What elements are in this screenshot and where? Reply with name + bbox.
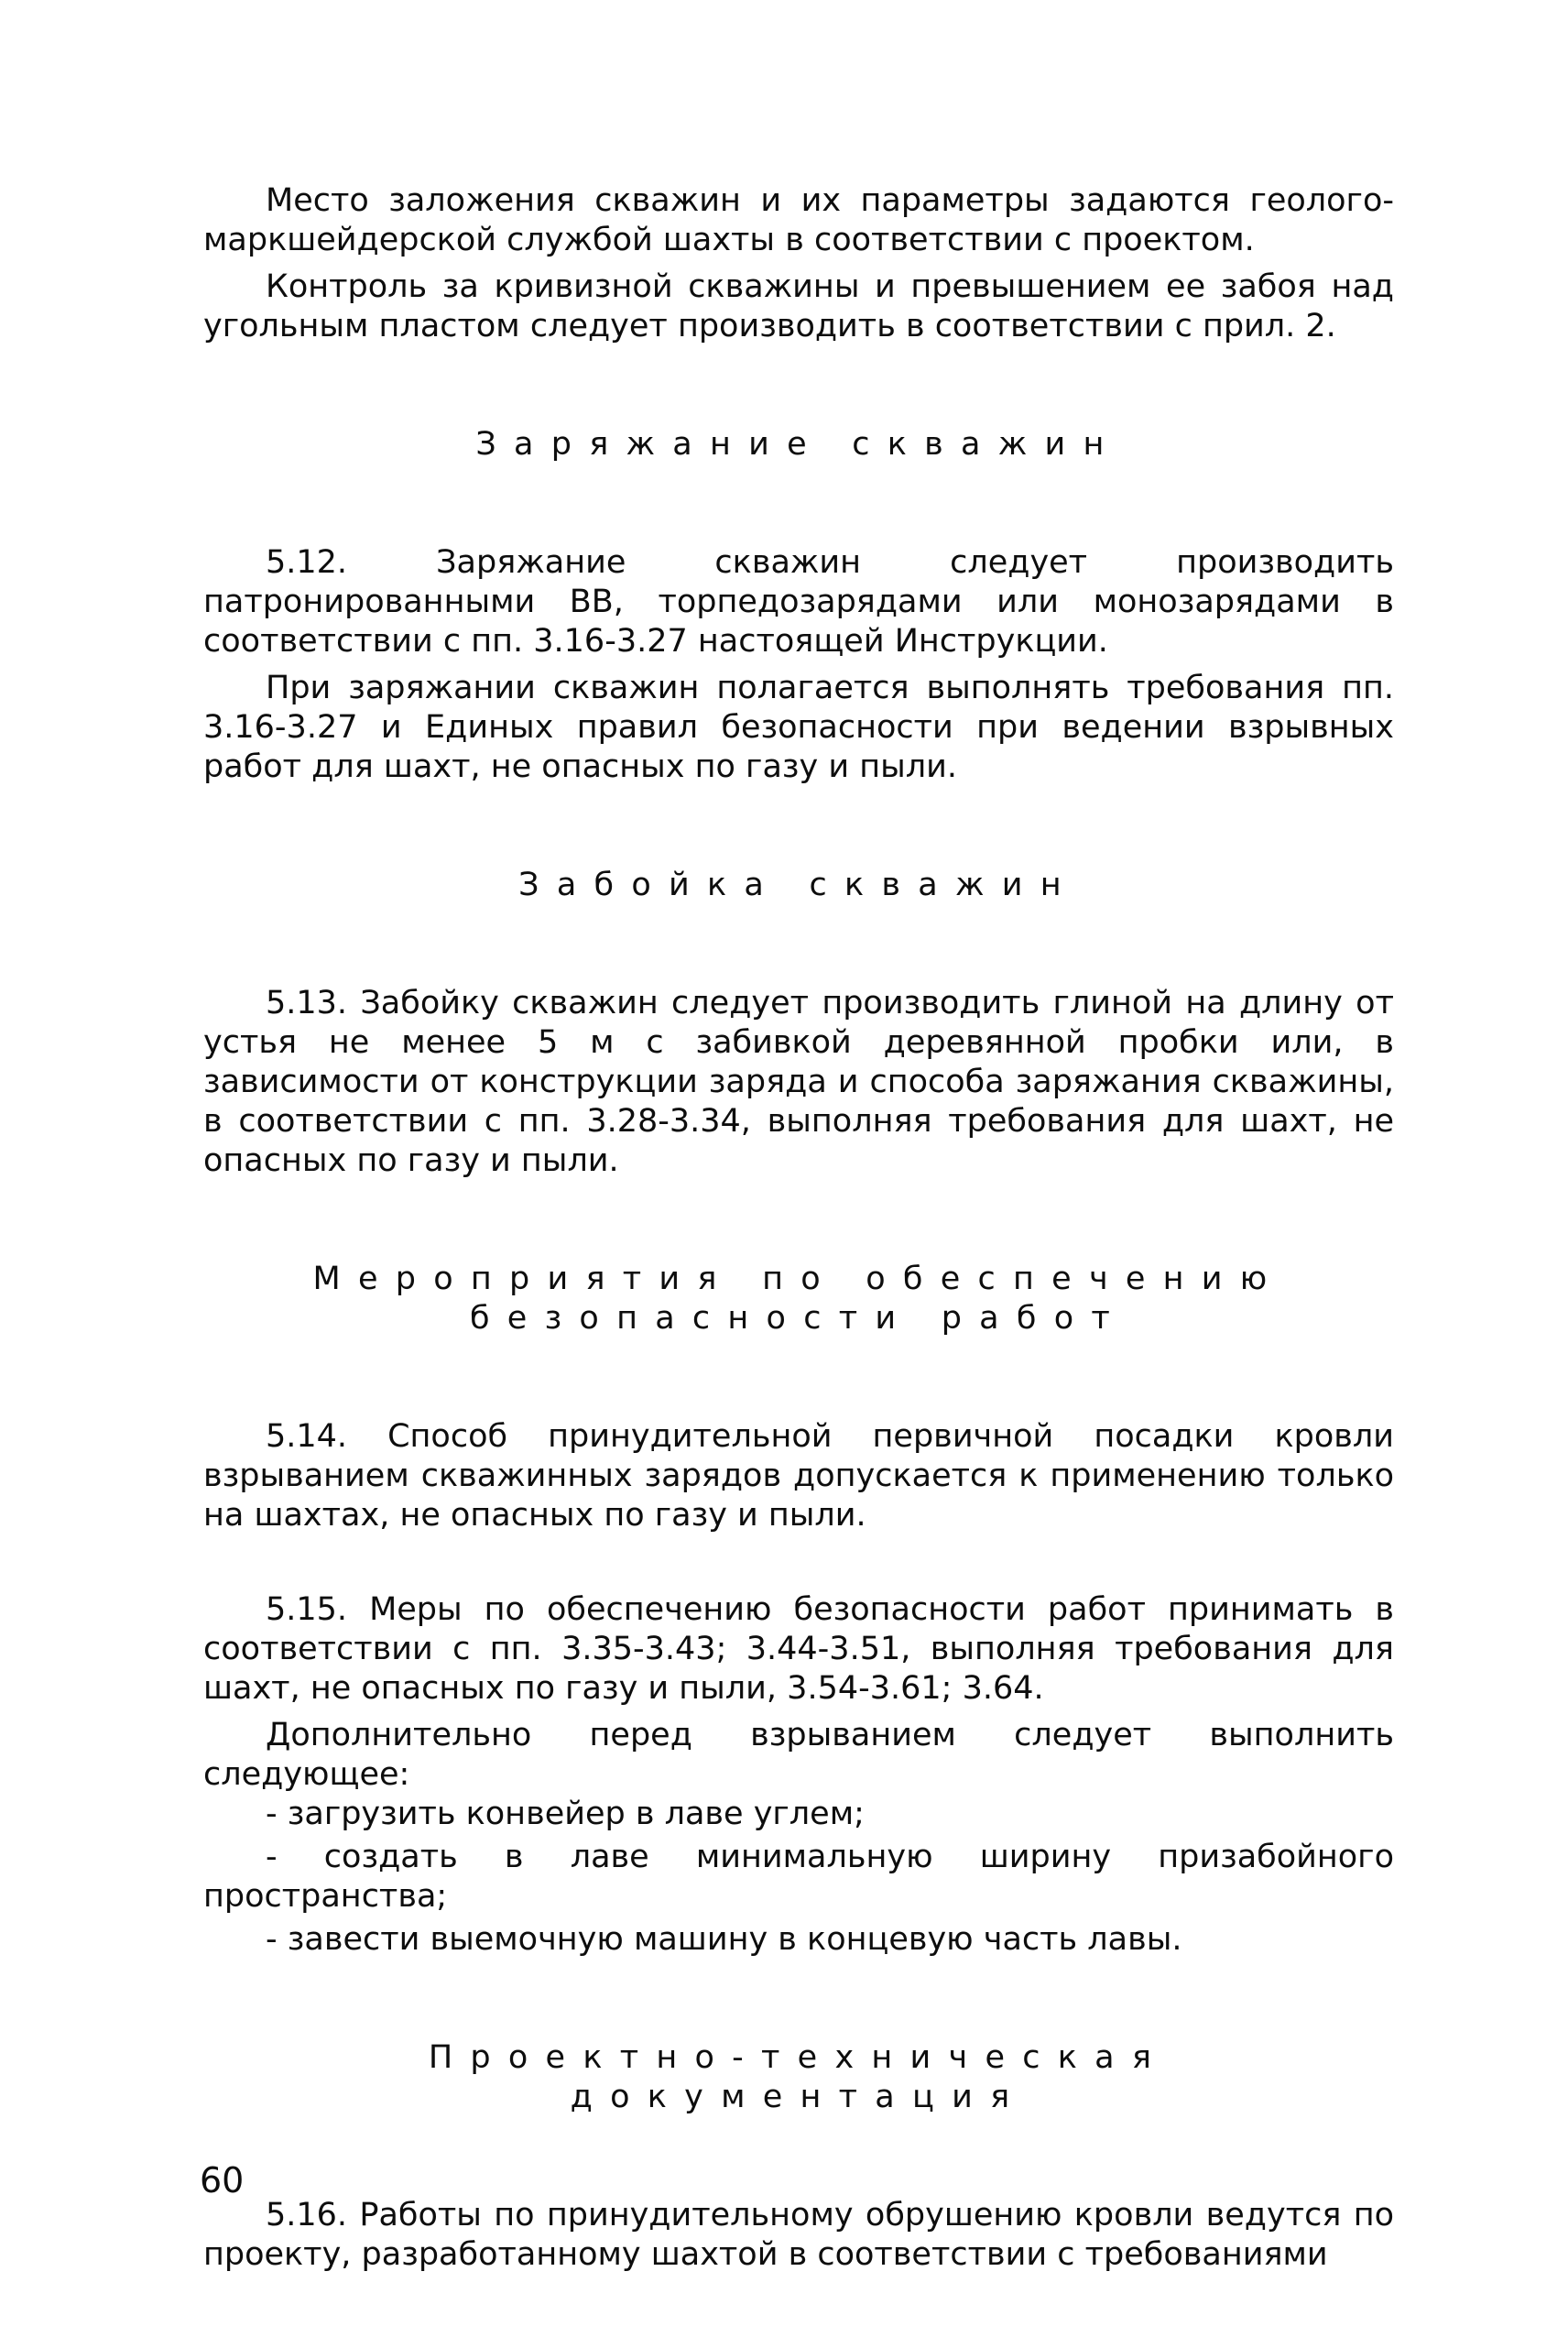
additional-measures-intro: Дополнительно перед взрыванием следует выполнить следующее: xyxy=(203,1717,1394,1793)
heading-stemming: Забойка скважин xyxy=(518,867,1079,903)
additional-measures-list xyxy=(203,1795,1394,1960)
section-heading-safety xyxy=(203,1260,1394,1338)
heading-docs-line-2: документация xyxy=(570,2079,1028,2115)
heading-charging: Заряжание скважин xyxy=(475,426,1122,463)
charging-requirements-paragraph: При заряжании скважин полагается выполнять требования пп. 3.16-3.27 и Единых правил безопасности при ведении взрывных работ для шахт, не опасных по газу и пыли. xyxy=(203,670,1394,785)
section-heading-stemming xyxy=(203,866,1394,905)
item-5-12: 5.12. Заряжание скважин следует производить патронированными ВВ, торпедозарядами или монозарядами в соответствии с пп. 3.16-3.27 настоящей Инструкции. xyxy=(203,544,1394,660)
list-item: - создать в лаве минимальную ширину призабойного пространства; xyxy=(203,1839,1394,1915)
item-5-16: 5.16. Работы по принудительному обрушению кровли ведутся по проекту, разработанному шахтой в соответствии с требованиями xyxy=(203,2197,1394,2273)
intro-paragraph-1: Место заложения скважин и их параметры задаются геолого-маркшейдерской службой шахты в соответствии с проектом. xyxy=(203,182,1394,258)
item-5-15: 5.15. Меры по обеспечению безопасности работ принимать в соответствии с пп. 3.35-3.43; 3.44-3.51, выполняя требования для шахт, не опасных по газу и пыли, 3.54-3.61; 3.64. xyxy=(203,1591,1394,1707)
heading-safety-line-1: Мероприятия по обеспечению xyxy=(312,1261,1285,1297)
list-item: - завести выемочную машину в концевую часть лавы. xyxy=(266,1921,1182,1958)
document-page xyxy=(203,181,1394,2275)
heading-safety-line-2: безопасности работ xyxy=(469,1300,1128,1337)
item-5-13: 5.13. Забойку скважин следует производить глиной на длину от устья не менее 5 м с забивкой деревянной пробки или, в зависимости от конструкции заряда и способа заряжания скважины, в соответствии с пп. 3.28-3.34, выполняя требования для шахт, не опасных по газу и пыли. xyxy=(203,985,1394,1179)
item-5-14: 5.14. Способ принудительной первичной посадки кровли взрыванием скважинных зарядов допускается к применению только на шахтах, не опасных по газу и пыли. xyxy=(203,1418,1394,1534)
page-number: 60 xyxy=(200,2160,245,2200)
section-heading-charging xyxy=(203,425,1394,464)
intro-paragraph-2: Контроль за кривизной скважины и превышением ее забоя над угольным пластом следует производить в соответствии с прил. 2. xyxy=(203,268,1394,344)
section-heading-docs xyxy=(203,2038,1394,2117)
list-item: - загрузить конвейер в лаве углем; xyxy=(266,1796,865,1832)
heading-docs-line-1: Проектно-техническая xyxy=(428,2039,1170,2076)
